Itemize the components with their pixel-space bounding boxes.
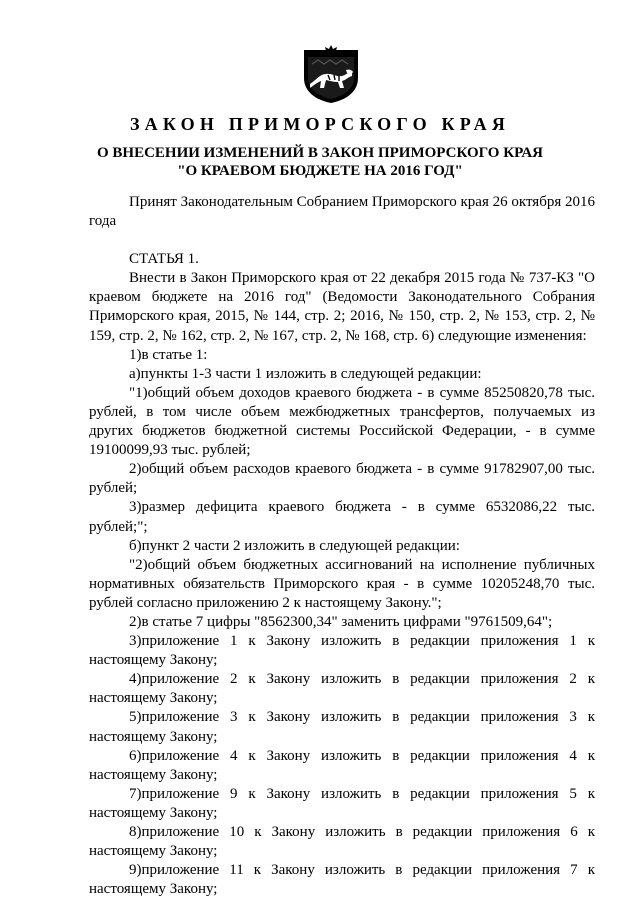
paragraph: 3)размер дефицита краевого бюджета - в сумме 6532086,22 тыс. рублей;"; [89, 499, 595, 535]
subtitle-line: О ВНЕСЕНИИ ИЗМЕНЕНИЙ В ЗАКОН ПРИМОРСКОГО КРАЯ [97, 145, 543, 161]
paragraph: 2)общий объем расходов краевого бюджета - в сумме 91782907,00 тыс. рублей; [89, 461, 595, 497]
paragraph: 2)в статье 7 цифры "8562300,34" заменить цифрами "9761509,64"; [129, 613, 553, 630]
paragraph: 8)приложение 10 к Закону изложить в редакции приложения 6 к настоящему Закону; [89, 824, 595, 860]
law-subtitle [0, 144, 640, 180]
paragraph: "1)общий объем доходов краевого бюджета - в сумме 85250820,78 тыс. рублей, в том числе объем межбюджетных трансфертов, получаемых из других бюджетов бюджетной системы Российской Федерации, - в сумме 19100099,93 тыс. рублей; [89, 384, 595, 459]
paragraph: а)пункты 1-3 части 1 изложить в следующей редакции: [129, 365, 482, 382]
document-body [89, 193, 595, 899]
adoption-note: Принят Законодательным Собранием Приморского края 26 октября 2016 года [89, 194, 595, 230]
subtitle-line: "О КРАЕВОМ БЮДЖЕТЕ НА 2016 ГОД" [177, 163, 463, 179]
law-title: ЗАКОН ПРИМОРСКОГО КРАЯ [129, 114, 511, 134]
paragraph: Внести в Закон Приморского края от 22 декабря 2015 года № 737-КЗ "О краевом бюджете на 2016 год" (Ведомости Законодательного Собрания Приморского края, 2015, № 144, стр. 2; 2016, № 150, стр. 2, № 153, стр. 2, № 159, стр. 2, № 162, стр. 2, № 167, стр. 2, № 168, стр. 6) следующие изменения: [89, 270, 595, 344]
coat-of-arms-icon [302, 44, 360, 104]
paragraph: б)пункт 2 части 2 изложить в следующей редакции: [129, 537, 460, 554]
paragraph: 6)приложение 4 к Закону изложить в редакции приложения 4 к настоящему Закону; [89, 747, 595, 783]
paragraph: 1)в статье 1: [129, 346, 208, 363]
paragraph: 3)приложение 1 к Закону изложить в редакции приложения 1 к настоящему Закону; [89, 633, 595, 669]
article-heading: СТАТЬЯ 1. [129, 251, 199, 268]
paragraph: 7)приложение 9 к Закону изложить в редакции приложения 5 к настоящему Закону; [89, 785, 595, 821]
paragraph: "2)общий объем бюджетных ассигнований на исполнение публичных нормативных обязательств Приморского края - в сумме 10205248,70 тыс. рублей согласно приложению 2 к настоящему Закону."; [89, 556, 595, 611]
paragraph: 4)приложение 2 к Закону изложить в редакции приложения 2 к настоящему Закону; [89, 671, 595, 707]
paragraph: 5)приложение 3 к Закону изложить в редакции приложения 3 к настоящему Закону; [89, 709, 595, 745]
paragraph: 9)приложение 11 к Закону изложить в редакции приложения 7 к настоящему Закону; [89, 862, 595, 898]
